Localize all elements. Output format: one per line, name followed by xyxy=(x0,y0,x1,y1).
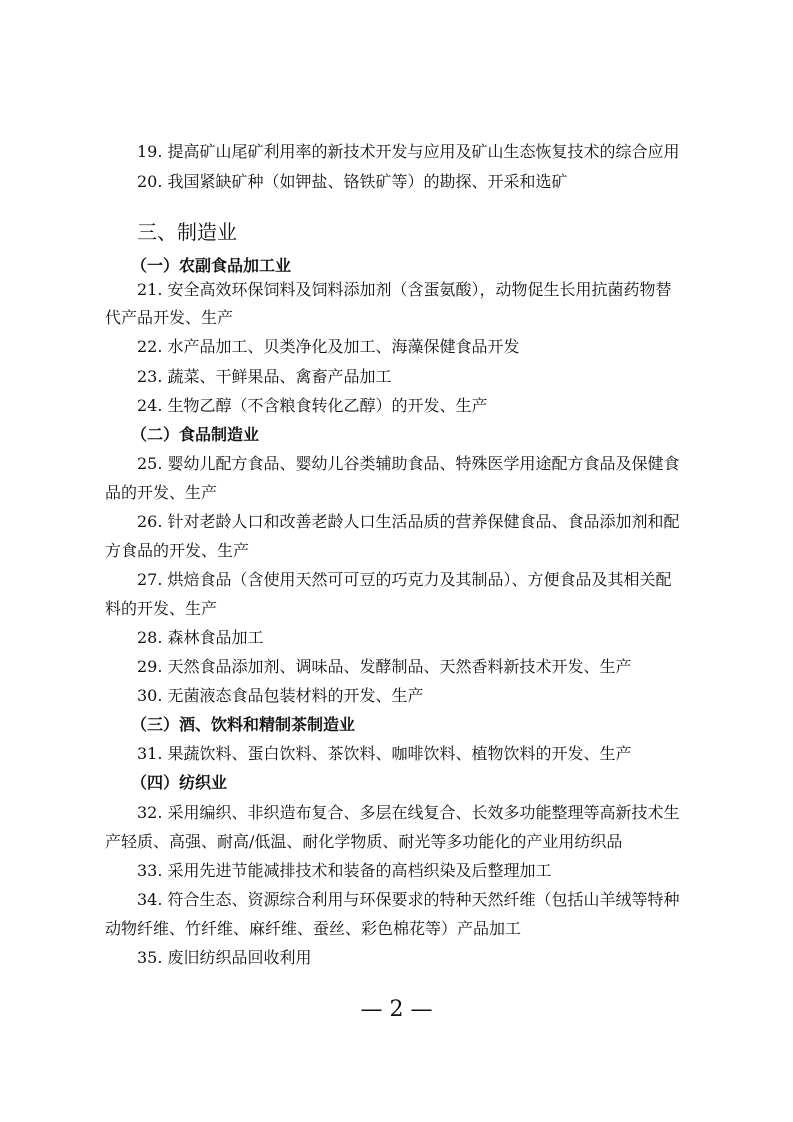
list-item: 29. 天然食品添加剂、调味品、发酵制品、天然香料新技术开发、生产 xyxy=(137,657,632,676)
list-item: 34. 符合生态、资源综合利用与环保要求的特种天然纤维（包括山羊绒等特种 xyxy=(137,890,680,909)
subsection-heading: （一）农副食品加工业 xyxy=(131,256,292,275)
list-item: 24. 生物乙醇（不含粮食转化乙醇）的开发、生产 xyxy=(137,396,488,415)
list-item-continuation: 料的开发、生产 xyxy=(105,599,218,618)
list-item: 33. 采用先进节能减排技术和装备的高档织染及后整理加工 xyxy=(137,861,552,880)
list-item: 32. 采用编织、非织造布复合、多层在线复合、长效多功能整理等高新技术生 xyxy=(137,803,680,822)
list-item: 20. 我国紧缺矿种（如钾盐、铬铁矿等）的勘探、开采和选矿 xyxy=(137,172,568,191)
list-item-continuation: 代产品开发、生产 xyxy=(105,308,234,327)
list-item-continuation: 产轻质、高强、耐高/低温、耐化学物质、耐光等多功能化的产业用纺织品 xyxy=(105,832,623,851)
list-item: 27. 烘焙食品（含使用天然可可豆的巧克力及其制品）、方便食品及其相关配 xyxy=(137,570,672,589)
subsection-heading: （三）酒、饮料和精制茶制造业 xyxy=(131,715,356,734)
subsection-heading: （四）纺织业 xyxy=(131,773,228,792)
list-item-continuation: 动物纤维、竹纤维、麻纤维、蚕丝、彩色棉花等）产品加工 xyxy=(105,919,522,938)
list-item: 30. 无菌液态食品包装材料的开发、生产 xyxy=(137,686,424,705)
list-item: 28. 森林食品加工 xyxy=(137,628,264,647)
list-item: 19. 提高矿山尾矿利用率的新技术开发与应用及矿山生态恢复技术的综合应用 xyxy=(137,142,680,161)
list-item: 31. 果蔬饮料、蛋白饮料、茶饮料、咖啡饮料、植物饮料的开发、生产 xyxy=(137,744,632,763)
list-item: 25. 婴幼儿配方食品、婴幼儿谷类辅助食品、特殊医学用途配方食品及保健食 xyxy=(137,454,680,473)
list-item: 23. 蔬菜、干鲜果品、禽畜产品加工 xyxy=(137,367,392,386)
list-item: 26. 针对老龄人口和改善老龄人口生活品质的营养保健食品、食品添加剂和配 xyxy=(137,512,680,531)
list-item-continuation: 品的开发、生产 xyxy=(105,483,218,502)
subsection-heading: （二）食品制造业 xyxy=(131,425,260,444)
list-item: 22. 水产品加工、贝类净化及加工、海藻保健食品开发 xyxy=(137,337,520,356)
section-heading: 三、制造业 xyxy=(137,220,237,244)
page-number: — 2 — xyxy=(360,997,433,1022)
list-item-continuation: 方食品的开发、生产 xyxy=(105,541,250,560)
list-item: 35. 废旧纺织品回收利用 xyxy=(137,948,312,967)
list-item: 21. 安全高效环保饲料及饲料添加剂（含蛋氨酸），动物促生长用抗菌药物替 xyxy=(137,280,672,299)
